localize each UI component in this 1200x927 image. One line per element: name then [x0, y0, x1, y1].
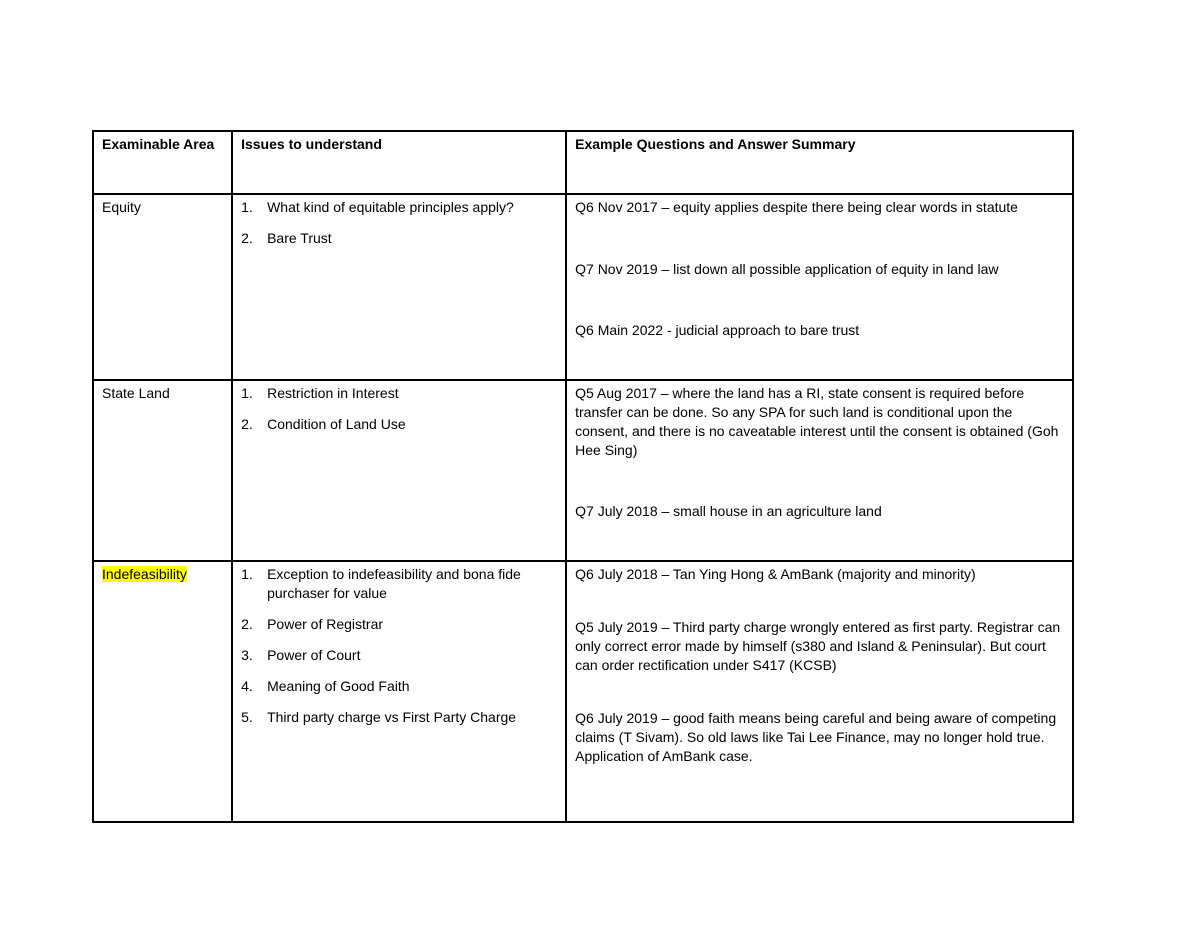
question-entry: Q7 Nov 2019 – list down all possible application of equity in land law	[575, 261, 999, 277]
header-questions: Example Questions and Answer Summary	[566, 131, 1073, 194]
area-cell	[93, 380, 232, 561]
questions-cell	[566, 194, 1073, 380]
exam-areas-table	[92, 130, 1074, 823]
issues-list	[241, 565, 557, 727]
list-number: 1.	[241, 385, 253, 401]
questions-cell	[566, 380, 1073, 561]
list-item	[241, 415, 557, 434]
list-text: Meaning of Good Faith	[267, 678, 410, 694]
question-entry: Q5 Aug 2017 – where the land has a RI, state consent is required before transfer can be done. So any SPA for such land is conditional upon the consent, and there is no caveatable interest until the consent is obtained (Goh Hee Sing)	[575, 385, 1059, 458]
table-row-state-land	[93, 380, 1073, 561]
header-issues: Issues to understand	[232, 131, 566, 194]
questions-cell	[566, 561, 1073, 822]
list-number: 1.	[241, 566, 253, 582]
list-text: Power of Court	[267, 647, 361, 663]
issues-list	[241, 384, 557, 434]
list-item	[241, 677, 557, 696]
question-entry: Q7 July 2018 – small house in an agriculture land	[575, 503, 882, 519]
list-text: Condition of Land Use	[267, 416, 406, 432]
list-number: 2.	[241, 416, 253, 432]
list-item	[241, 229, 557, 248]
list-number: 2.	[241, 616, 253, 632]
list-item	[241, 565, 557, 603]
header-examinable-area: Examinable Area	[93, 131, 232, 194]
area-cell	[93, 194, 232, 380]
list-item	[241, 646, 557, 665]
list-item	[241, 615, 557, 634]
list-text: Third party charge vs First Party Charge	[267, 709, 517, 725]
area-label-highlighted: Indefeasibility	[102, 566, 187, 582]
list-item	[241, 708, 557, 727]
table-row-indefeasibility	[93, 561, 1073, 822]
list-text: Bare Trust	[267, 230, 332, 246]
area-cell	[93, 561, 232, 822]
list-text: What kind of equitable principles apply?	[267, 199, 514, 215]
list-number: 2.	[241, 230, 253, 246]
question-entry: Q6 July 2018 – Tan Ying Hong & AmBank (majority and minority)	[575, 566, 976, 582]
question-entry: Q6 Main 2022 - judicial approach to bare trust	[575, 322, 860, 338]
question-entry: Q5 July 2019 – Third party charge wrongly entered as first party. Registrar can only correct error made by himself (s380 and Island & Peninsular). But court can order rectification under S417 (KCSB)	[575, 619, 1061, 673]
table-row-equity	[93, 194, 1073, 380]
question-entry: Q6 July 2019 – good faith means being careful and being aware of competing claims (T Sivam). So old laws like Tai Lee Finance, may no longer hold true. Application of AmBank case.	[575, 710, 1057, 764]
list-number: 3.	[241, 647, 253, 663]
issues-list	[241, 198, 557, 248]
list-text: Power of Registrar	[267, 616, 384, 632]
list-number: 4.	[241, 678, 253, 694]
list-number: 1.	[241, 199, 253, 215]
list-item	[241, 384, 557, 403]
header-row	[93, 131, 1073, 194]
list-number: 5.	[241, 709, 253, 725]
area-label: State Land	[102, 385, 170, 401]
list-text: Restriction in Interest	[267, 385, 399, 401]
issues-cell	[232, 194, 566, 380]
area-label: Equity	[102, 199, 141, 215]
list-item	[241, 198, 557, 217]
issues-cell	[232, 380, 566, 561]
issues-cell	[232, 561, 566, 822]
question-entry: Q6 Nov 2017 – equity applies despite there being clear words in statute	[575, 199, 1018, 215]
list-text: Exception to indefeasibility and bona fide purchaser for value	[267, 566, 521, 601]
